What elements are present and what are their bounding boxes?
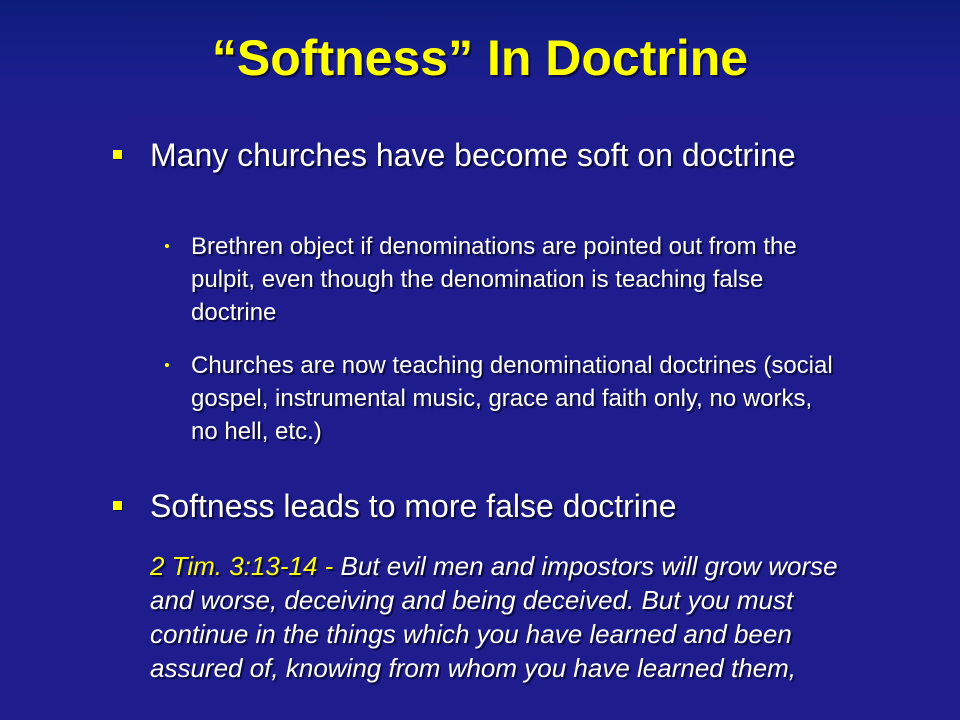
slide-title: “Softness” In Doctrine xyxy=(211,30,749,86)
scripture-reference: 2 Tim. 3:13-14 - xyxy=(150,551,334,581)
sub-bullet-text: Brethren object if denominations are pointed out from the pulpit, even though the denomination is teaching false doctrine xyxy=(191,233,797,326)
sub-bullet-point xyxy=(165,349,845,448)
bullet-point xyxy=(113,137,813,174)
scripture-quote xyxy=(150,549,850,685)
sub-bullet-text: Churches are now teaching denominational doctrines (social gospel, instrumental music, grace and faith only, no works, no hell, etc.) xyxy=(191,352,833,445)
dot-bullet-icon xyxy=(165,244,169,248)
bullet-text: Softness leads to more false doctrine xyxy=(150,488,677,524)
bullet-text: Many churches have become soft on doctrine xyxy=(150,137,796,173)
square-bullet-icon xyxy=(113,501,122,510)
scripture-text: But evil men and impostors will grow worse and worse, deceiving and being deceived. But you must continue in the things which you have learned and been assured of, knowing from whom you have learned them, xyxy=(150,551,838,683)
bullet-point xyxy=(113,488,813,525)
sub-bullet-point xyxy=(165,230,845,329)
dot-bullet-icon xyxy=(165,363,169,367)
square-bullet-icon xyxy=(113,150,122,159)
